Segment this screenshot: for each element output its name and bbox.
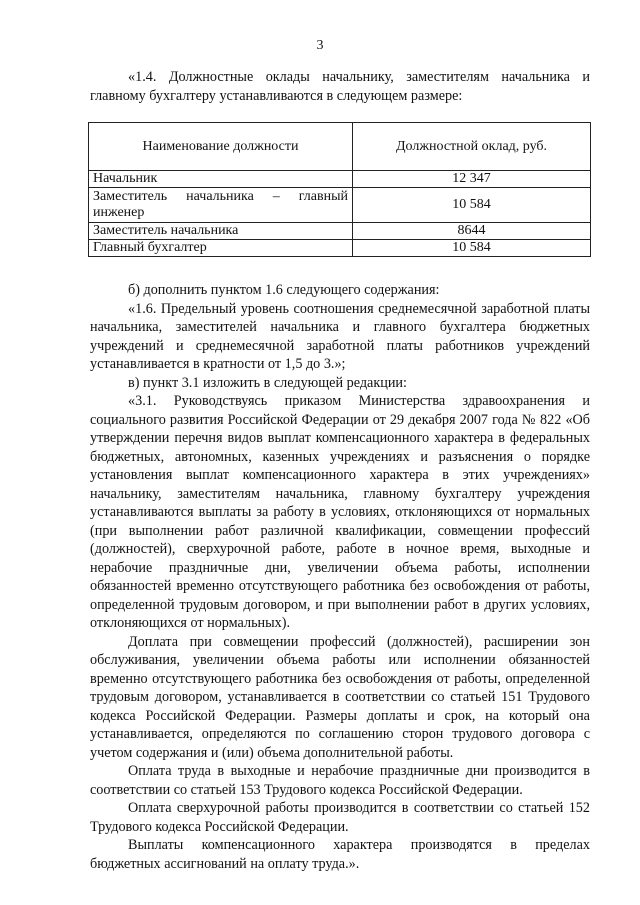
paragraph: б) дополнить пунктом 1.6 следующего содержания: xyxy=(128,282,440,298)
table-header-row xyxy=(89,123,591,171)
paragraph: в) пункт 3.1 изложить в следующей редакции: xyxy=(128,374,407,391)
cell-salary: 12 347 xyxy=(353,171,591,188)
header-position: Наименование должности xyxy=(89,123,353,171)
paragraph: «1.6. Предельный уровень соотношения среднемесячной заработной платы начальника, заместителей начальника и главного бухгалтера бюджетных учреждений и среднемесячной заработной платы работников учреждений устанавливается в кратности от 1,5 до 3.»; xyxy=(90,300,590,372)
paragraph: Оплата сверхурочной работы производится в соответствии со статьей 152 Трудового кодекса Российской Федерации. xyxy=(90,800,590,835)
intro-paragraph: «1.4. Должностные оклады начальнику, заместителям начальника и главному бухгалтеру устанавливаются в следующем размере: xyxy=(90,69,590,104)
header-salary: Должностной оклад, руб. xyxy=(353,123,591,171)
paragraph: Оплата труда в выходные и нерабочие праздничные дни производится в соответствии со статьей 153 Трудового кодекса Российской Федерации. xyxy=(90,763,590,798)
page-number: 3 xyxy=(316,38,324,53)
cell-position: Главный бухгалтер xyxy=(89,240,353,257)
cell-position: Заместитель начальника – главный инженер xyxy=(89,188,353,223)
paragraph: Доплата при совмещении профессий (должностей), расширении зон обслуживания, увеличении объема работы или исполнении обязанностей временно отсутствующего работника без освобождения от работы, определенной трудовым договором, устанавливается в соответствии со статьей 151 Трудового кодекса Российской Федерации. Размеры доплаты и срок, на который она устанавливается, определяются по соглашению сторон трудового договора с учетом содержания и (или) объема дополнительной работы. xyxy=(90,633,590,761)
table-row xyxy=(89,171,591,188)
cell-position: Начальник xyxy=(89,171,353,188)
paragraph: «3.1. Руководствуясь приказом Министерства здравоохранения и социального развития Российской Федерации от 29 декабря 2007 года № 822 «Об утверждении перечня видов выплат компенсационного характера в федеральных бюджетных, автономных, казенных учреждениях и разъяснения о порядке установления выплат компенсационного характера в этих учреждениях» начальнику, заместителям начальника, главному бухгалтеру учреждения устанавливаются выплаты за работу в условиях, отклоняющихся от нормальных (при выполнении работ различной квалификации, совмещении профессий (должностей), сверхурочной работе, работе в ночное время, выходные и нерабочие праздничные дни, увеличении объема работы, исполнении обязанностей временно отсутствующего работника без освобождения от работы, определенной трудовым договором, и при выполнении работ в других условиях, отклоняющихся от нормальных). xyxy=(90,393,590,631)
table-row xyxy=(89,223,591,240)
table-row xyxy=(89,240,591,257)
cell-salary: 8644 xyxy=(353,223,591,240)
cell-salary: 10 584 xyxy=(353,188,591,223)
intro-block xyxy=(90,68,590,105)
cell-position: Заместитель начальника xyxy=(89,223,353,240)
body-text xyxy=(90,281,590,873)
table-row xyxy=(89,188,591,223)
paragraph: Выплаты компенсационного характера производятся в пределах бюджетных ассигнований на оплату труда.». xyxy=(90,837,590,872)
salary-table xyxy=(88,122,591,257)
cell-salary: 10 584 xyxy=(353,240,591,257)
